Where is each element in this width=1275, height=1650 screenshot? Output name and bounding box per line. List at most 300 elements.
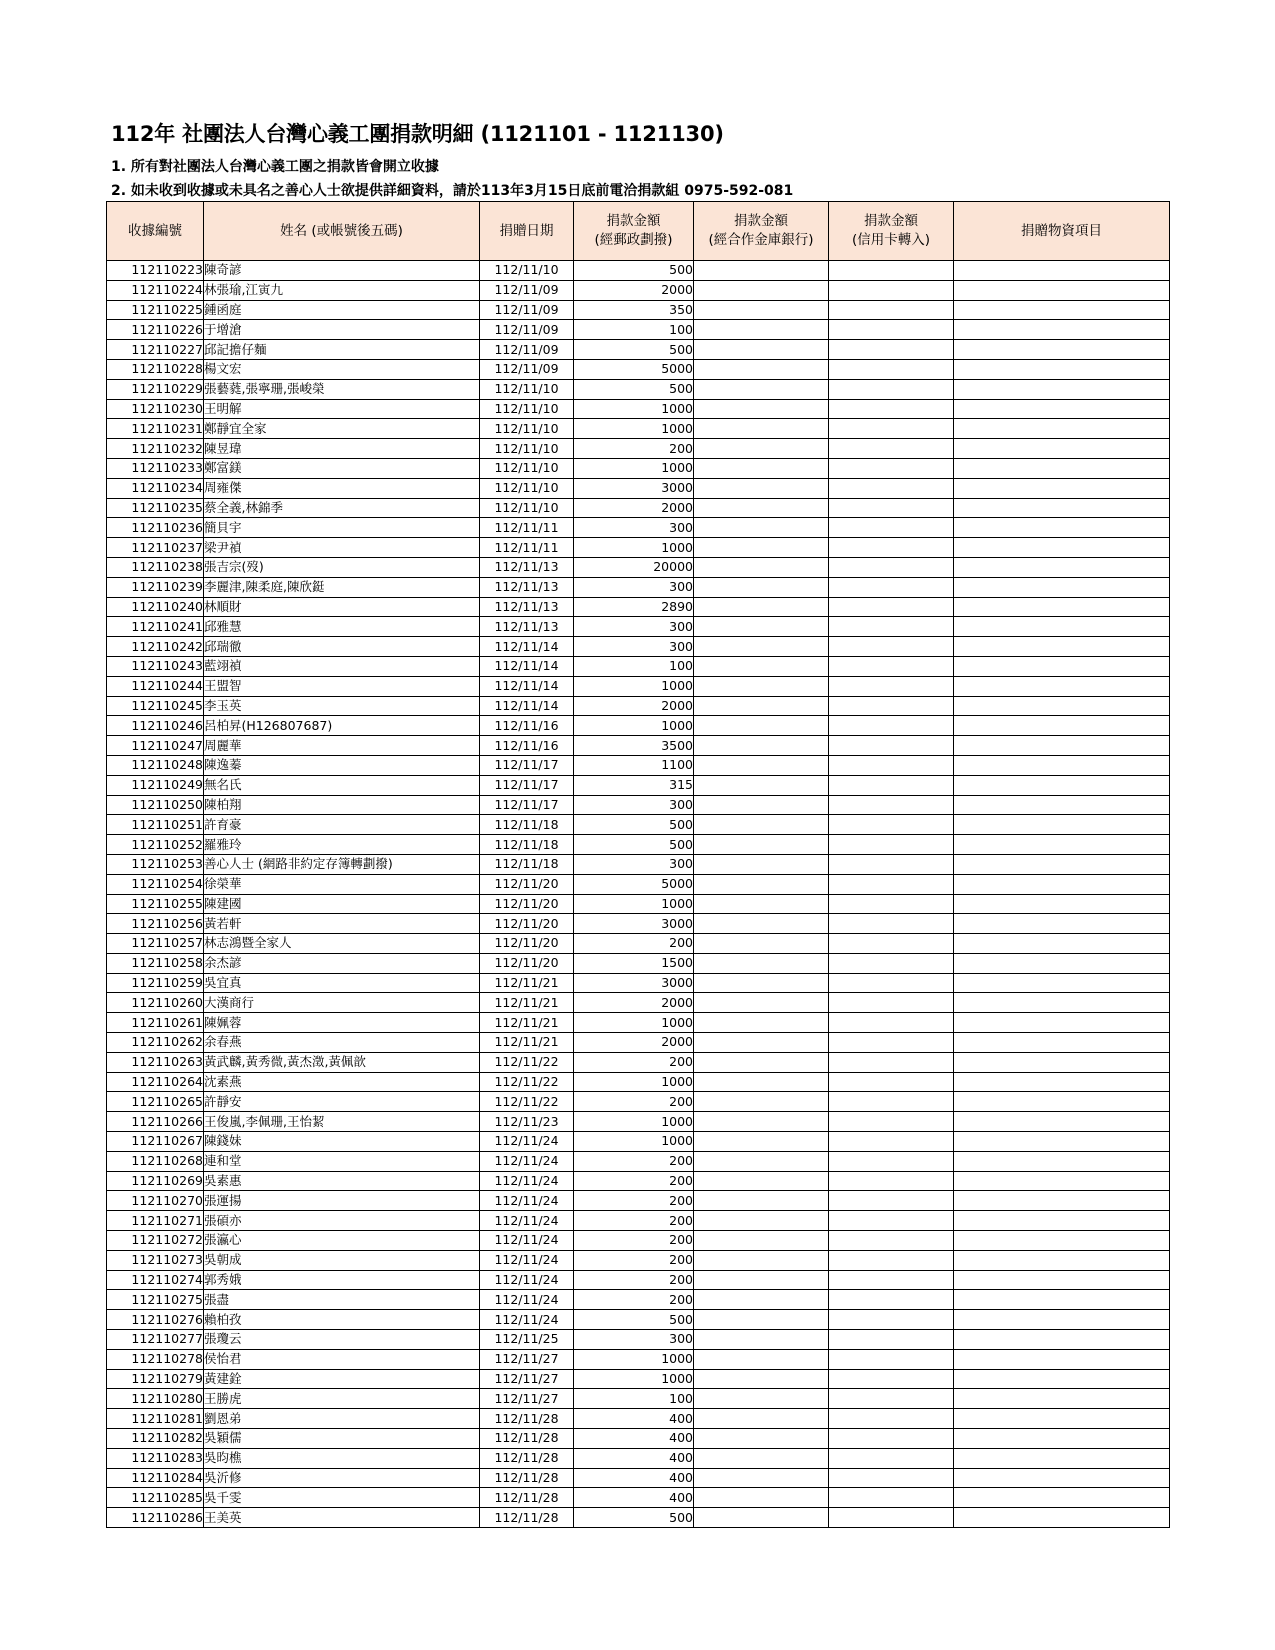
donation-date-cell: 112/11/25 <box>480 1330 574 1350</box>
amount-card-cell <box>829 914 954 934</box>
table-row <box>107 1132 1170 1152</box>
goods-cell <box>954 1013 1170 1033</box>
donor-name-cell: 張盡 <box>204 1290 480 1310</box>
amount-bank-cell <box>694 399 829 419</box>
receipt-no-cell: 112110236 <box>107 518 204 538</box>
amount-card-cell <box>829 1250 954 1270</box>
amount-bank-cell <box>694 320 829 340</box>
receipt-no-cell: 112110271 <box>107 1211 204 1231</box>
receipt-no-cell: 112110251 <box>107 815 204 835</box>
table-row <box>107 637 1170 657</box>
table-row <box>107 498 1170 518</box>
donor-name-cell: 吳素惠 <box>204 1171 480 1191</box>
amount-postal-cell: 500 <box>574 1508 694 1528</box>
amount-bank-cell <box>694 874 829 894</box>
donor-name-cell: 陳奇諺 <box>204 261 480 281</box>
amount-card-cell <box>829 656 954 676</box>
donation-date-cell: 112/11/13 <box>480 617 574 637</box>
amount-card-cell <box>829 1052 954 1072</box>
donation-date-cell: 112/11/21 <box>480 973 574 993</box>
table-row <box>107 1112 1170 1132</box>
amount-bank-cell <box>694 696 829 716</box>
amount-card-cell <box>829 1508 954 1528</box>
donation-date-cell: 112/11/28 <box>480 1468 574 1488</box>
donor-name-cell: 張運揚 <box>204 1191 480 1211</box>
receipt-no-cell: 112110285 <box>107 1488 204 1508</box>
amount-postal-cell: 200 <box>574 1231 694 1251</box>
amount-bank-cell <box>694 716 829 736</box>
donor-name-cell: 林順財 <box>204 597 480 617</box>
donor-name-cell: 周麗華 <box>204 736 480 756</box>
amount-card-cell <box>829 716 954 736</box>
donation-date-cell: 112/11/11 <box>480 538 574 558</box>
goods-cell <box>954 1231 1170 1251</box>
amount-card-cell <box>829 300 954 320</box>
receipt-no-cell: 112110253 <box>107 854 204 874</box>
donor-name-cell: 大漢商行 <box>204 993 480 1013</box>
donation-date-cell: 112/11/17 <box>480 775 574 795</box>
donation-date-cell: 112/11/20 <box>480 874 574 894</box>
table-row <box>107 518 1170 538</box>
donor-name-cell: 陳錢妹 <box>204 1132 480 1152</box>
goods-cell <box>954 1191 1170 1211</box>
goods-cell <box>954 1270 1170 1290</box>
table-row <box>107 399 1170 419</box>
donation-date-cell: 112/11/22 <box>480 1072 574 1092</box>
donor-name-cell: 梁尹禎 <box>204 538 480 558</box>
table-row <box>107 1151 1170 1171</box>
table-row <box>107 894 1170 914</box>
amount-card-cell <box>829 775 954 795</box>
table-row <box>107 835 1170 855</box>
donor-name-cell: 張碩亦 <box>204 1211 480 1231</box>
table-row <box>107 1270 1170 1290</box>
table-row <box>107 1191 1170 1211</box>
table-row <box>107 1330 1170 1350</box>
donor-name-cell: 陳逸蓁 <box>204 755 480 775</box>
donor-name-cell: 鄭富鎂 <box>204 458 480 478</box>
donor-name-cell: 李玉英 <box>204 696 480 716</box>
donor-name-cell: 王勝虎 <box>204 1389 480 1409</box>
amount-card-cell <box>829 458 954 478</box>
page-title: 112年 社團法人台灣心義工團捐款明細 (1121101 - 1121130) <box>111 122 724 146</box>
amount-card-cell <box>829 736 954 756</box>
amount-card-cell <box>829 359 954 379</box>
amount-bank-cell <box>694 1369 829 1389</box>
amount-card-cell <box>829 1488 954 1508</box>
goods-cell <box>954 1052 1170 1072</box>
amount-postal-cell: 3000 <box>574 478 694 498</box>
amount-postal-cell: 350 <box>574 300 694 320</box>
amount-bank-cell <box>694 1112 829 1132</box>
amount-postal-cell: 1000 <box>574 419 694 439</box>
amount-postal-cell: 20000 <box>574 557 694 577</box>
receipt-no-cell: 112110237 <box>107 538 204 558</box>
amount-postal-cell: 500 <box>574 261 694 281</box>
donor-name-cell: 王美英 <box>204 1508 480 1528</box>
amount-card-cell <box>829 1270 954 1290</box>
donor-name-cell: 邱瑞徹 <box>204 637 480 657</box>
amount-bank-cell <box>694 795 829 815</box>
header-amount-card: 捐款金額 (信用卡轉入) <box>829 202 954 261</box>
goods-cell <box>954 696 1170 716</box>
goods-cell <box>954 914 1170 934</box>
donation-date-cell: 112/11/09 <box>480 300 574 320</box>
receipt-no-cell: 112110245 <box>107 696 204 716</box>
donation-date-cell: 112/11/11 <box>480 518 574 538</box>
amount-postal-cell: 400 <box>574 1488 694 1508</box>
amount-card-cell <box>829 1468 954 1488</box>
amount-bank-cell <box>694 1409 829 1429</box>
amount-card-cell <box>829 755 954 775</box>
receipt-no-cell: 112110276 <box>107 1310 204 1330</box>
goods-cell <box>954 1508 1170 1528</box>
donation-date-cell: 112/11/09 <box>480 280 574 300</box>
table-row <box>107 755 1170 775</box>
donor-name-cell: 呂柏昇(H126807687) <box>204 716 480 736</box>
receipt-no-cell: 112110284 <box>107 1468 204 1488</box>
amount-card-cell <box>829 934 954 954</box>
amount-bank-cell <box>694 1013 829 1033</box>
donation-date-cell: 112/11/22 <box>480 1052 574 1072</box>
receipt-no-cell: 112110264 <box>107 1072 204 1092</box>
amount-postal-cell: 1000 <box>574 1349 694 1369</box>
amount-postal-cell: 500 <box>574 1310 694 1330</box>
donation-date-cell: 112/11/10 <box>480 498 574 518</box>
amount-card-cell <box>829 617 954 637</box>
donation-date-cell: 112/11/24 <box>480 1250 574 1270</box>
amount-card-cell <box>829 261 954 281</box>
amount-postal-cell: 200 <box>574 934 694 954</box>
header-goods: 捐贈物資項目 <box>954 202 1170 261</box>
amount-postal-cell: 200 <box>574 1290 694 1310</box>
receipt-no-cell: 112110230 <box>107 399 204 419</box>
donor-name-cell: 黃若軒 <box>204 914 480 934</box>
amount-bank-cell <box>694 518 829 538</box>
donation-date-cell: 112/11/09 <box>480 320 574 340</box>
donor-name-cell: 林張瑜,江寅九 <box>204 280 480 300</box>
donation-date-cell: 112/11/24 <box>480 1310 574 1330</box>
amount-postal-cell: 200 <box>574 1052 694 1072</box>
amount-postal-cell: 200 <box>574 1171 694 1191</box>
table-row <box>107 1013 1170 1033</box>
goods-cell <box>954 1369 1170 1389</box>
goods-cell <box>954 1033 1170 1053</box>
table-row <box>107 1508 1170 1528</box>
goods-cell <box>954 953 1170 973</box>
amount-bank-cell <box>694 1468 829 1488</box>
amount-bank-cell <box>694 498 829 518</box>
donor-name-cell: 黃建銓 <box>204 1369 480 1389</box>
donor-name-cell: 侯怡君 <box>204 1349 480 1369</box>
amount-postal-cell: 300 <box>574 637 694 657</box>
receipt-no-cell: 112110235 <box>107 498 204 518</box>
header-date: 捐贈日期 <box>480 202 574 261</box>
donor-name-cell: 吳昀樵 <box>204 1448 480 1468</box>
goods-cell <box>954 340 1170 360</box>
amount-postal-cell: 3500 <box>574 736 694 756</box>
amount-card-cell <box>829 696 954 716</box>
table-row <box>107 1290 1170 1310</box>
amount-postal-cell: 300 <box>574 854 694 874</box>
donation-date-cell: 112/11/24 <box>480 1171 574 1191</box>
receipt-no-cell: 112110258 <box>107 953 204 973</box>
goods-cell <box>954 617 1170 637</box>
amount-postal-cell: 300 <box>574 617 694 637</box>
amount-bank-cell <box>694 1488 829 1508</box>
donor-name-cell: 張吉宗(歿) <box>204 557 480 577</box>
goods-cell <box>954 755 1170 775</box>
amount-card-cell <box>829 1330 954 1350</box>
amount-bank-cell <box>694 1330 829 1350</box>
header-amount-postal: 捐款金額 (經郵政劃撥) <box>574 202 694 261</box>
table-row <box>107 1349 1170 1369</box>
amount-bank-cell <box>694 1389 829 1409</box>
donation-date-cell: 112/11/10 <box>480 419 574 439</box>
donor-name-cell: 藍翊禎 <box>204 656 480 676</box>
amount-card-cell <box>829 1072 954 1092</box>
receipt-no-cell: 112110232 <box>107 439 204 459</box>
amount-postal-cell: 3000 <box>574 973 694 993</box>
amount-bank-cell <box>694 1349 829 1369</box>
amount-card-cell <box>829 676 954 696</box>
receipt-no-cell: 112110280 <box>107 1389 204 1409</box>
receipt-no-cell: 112110246 <box>107 716 204 736</box>
receipt-no-cell: 112110266 <box>107 1112 204 1132</box>
amount-bank-cell <box>694 1092 829 1112</box>
goods-cell <box>954 894 1170 914</box>
amount-bank-cell <box>694 637 829 657</box>
amount-bank-cell <box>694 300 829 320</box>
receipt-no-cell: 112110257 <box>107 934 204 954</box>
amount-card-cell <box>829 1389 954 1409</box>
donor-name-cell: 吳朝成 <box>204 1250 480 1270</box>
donation-table <box>106 201 1170 1528</box>
amount-bank-cell <box>694 557 829 577</box>
amount-bank-cell <box>694 379 829 399</box>
table-row <box>107 656 1170 676</box>
table-row <box>107 1171 1170 1191</box>
goods-cell <box>954 993 1170 1013</box>
donation-date-cell: 112/11/24 <box>480 1231 574 1251</box>
amount-bank-cell <box>694 280 829 300</box>
goods-cell <box>954 874 1170 894</box>
donor-name-cell: 簡貝宇 <box>204 518 480 538</box>
goods-cell <box>954 1151 1170 1171</box>
amount-postal-cell: 1500 <box>574 953 694 973</box>
table-row <box>107 261 1170 281</box>
amount-postal-cell: 2890 <box>574 597 694 617</box>
amount-bank-cell <box>694 736 829 756</box>
donation-date-cell: 112/11/14 <box>480 696 574 716</box>
receipt-no-cell: 112110224 <box>107 280 204 300</box>
donation-date-cell: 112/11/10 <box>480 261 574 281</box>
amount-card-cell <box>829 1349 954 1369</box>
table-row <box>107 1488 1170 1508</box>
donation-date-cell: 112/11/28 <box>480 1488 574 1508</box>
header-name: 姓名 (或帳號後五碼) <box>204 202 480 261</box>
goods-cell <box>954 973 1170 993</box>
donation-date-cell: 112/11/18 <box>480 835 574 855</box>
table-row <box>107 617 1170 637</box>
goods-cell <box>954 676 1170 696</box>
receipt-no-cell: 112110249 <box>107 775 204 795</box>
donor-name-cell: 沈素燕 <box>204 1072 480 1092</box>
goods-cell <box>954 359 1170 379</box>
amount-bank-cell <box>694 1448 829 1468</box>
amount-card-cell <box>829 874 954 894</box>
goods-cell <box>954 795 1170 815</box>
donation-date-cell: 112/11/14 <box>480 656 574 676</box>
table-row <box>107 953 1170 973</box>
amount-bank-cell <box>694 1191 829 1211</box>
donor-name-cell: 邱記擔仔麵 <box>204 340 480 360</box>
donation-date-cell: 112/11/20 <box>480 914 574 934</box>
amount-postal-cell: 1000 <box>574 458 694 478</box>
amount-card-cell <box>829 538 954 558</box>
donor-name-cell: 吳穎儒 <box>204 1429 480 1449</box>
receipt-no-cell: 112110263 <box>107 1052 204 1072</box>
goods-cell <box>954 1092 1170 1112</box>
receipt-no-cell: 112110252 <box>107 835 204 855</box>
goods-cell <box>954 1389 1170 1409</box>
amount-card-cell <box>829 815 954 835</box>
amount-bank-cell <box>694 775 829 795</box>
goods-cell <box>954 1171 1170 1191</box>
table-row <box>107 538 1170 558</box>
goods-cell <box>954 835 1170 855</box>
amount-card-cell <box>829 577 954 597</box>
donation-date-cell: 112/11/17 <box>480 795 574 815</box>
amount-bank-cell <box>694 597 829 617</box>
amount-postal-cell: 100 <box>574 320 694 340</box>
amount-postal-cell: 5000 <box>574 359 694 379</box>
table-header-row <box>107 202 1170 261</box>
receipt-no-cell: 112110281 <box>107 1409 204 1429</box>
donor-name-cell: 陳柏翔 <box>204 795 480 815</box>
note-contact: 2. 如未收到收據或未具名之善心人士欲提供詳細資料，請於113年3月15日底前電洽捐款組 0975-592-081 <box>111 183 794 199</box>
receipt-no-cell: 112110273 <box>107 1250 204 1270</box>
amount-postal-cell: 1000 <box>574 1013 694 1033</box>
donor-name-cell: 張瓊云 <box>204 1330 480 1350</box>
donation-date-cell: 112/11/28 <box>480 1448 574 1468</box>
table-row <box>107 854 1170 874</box>
amount-card-cell <box>829 1429 954 1449</box>
receipt-no-cell: 112110256 <box>107 914 204 934</box>
table-row <box>107 1369 1170 1389</box>
donation-date-cell: 112/11/14 <box>480 676 574 696</box>
amount-card-cell <box>829 518 954 538</box>
amount-card-cell <box>829 379 954 399</box>
donation-date-cell: 112/11/27 <box>480 1369 574 1389</box>
amount-card-cell <box>829 419 954 439</box>
receipt-no-cell: 112110275 <box>107 1290 204 1310</box>
donation-date-cell: 112/11/16 <box>480 716 574 736</box>
table-row <box>107 716 1170 736</box>
table-row <box>107 795 1170 815</box>
donor-name-cell: 王明解 <box>204 399 480 419</box>
goods-cell <box>954 637 1170 657</box>
table-row <box>107 1468 1170 1488</box>
donor-name-cell: 吳沂修 <box>204 1468 480 1488</box>
donation-date-cell: 112/11/13 <box>480 597 574 617</box>
amount-card-cell <box>829 854 954 874</box>
amount-bank-cell <box>694 973 829 993</box>
donor-name-cell: 鄭靜宜全家 <box>204 419 480 439</box>
amount-bank-cell <box>694 1231 829 1251</box>
table-row <box>107 914 1170 934</box>
goods-cell <box>954 557 1170 577</box>
receipt-no-cell: 112110277 <box>107 1330 204 1350</box>
table-row <box>107 577 1170 597</box>
receipt-no-cell: 112110267 <box>107 1132 204 1152</box>
table-row <box>107 874 1170 894</box>
amount-postal-cell: 5000 <box>574 874 694 894</box>
amount-bank-cell <box>694 419 829 439</box>
goods-cell <box>954 419 1170 439</box>
amount-postal-cell: 2000 <box>574 1033 694 1053</box>
amount-postal-cell: 300 <box>574 518 694 538</box>
amount-bank-cell <box>694 1290 829 1310</box>
header-amount-bank: 捐款金額 (經合作金庫銀行) <box>694 202 829 261</box>
amount-postal-cell: 1000 <box>574 1132 694 1152</box>
amount-postal-cell: 200 <box>574 439 694 459</box>
goods-cell <box>954 458 1170 478</box>
amount-bank-cell <box>694 458 829 478</box>
amount-bank-cell <box>694 1132 829 1152</box>
table-row <box>107 736 1170 756</box>
amount-bank-cell <box>694 1033 829 1053</box>
donation-date-cell: 112/11/24 <box>480 1211 574 1231</box>
receipt-no-cell: 112110254 <box>107 874 204 894</box>
amount-postal-cell: 300 <box>574 795 694 815</box>
amount-card-cell <box>829 1231 954 1251</box>
goods-cell <box>954 478 1170 498</box>
amount-bank-cell <box>694 835 829 855</box>
goods-cell <box>954 854 1170 874</box>
amount-postal-cell: 1000 <box>574 1369 694 1389</box>
amount-bank-cell <box>694 577 829 597</box>
amount-postal-cell: 400 <box>574 1448 694 1468</box>
receipt-no-cell: 112110259 <box>107 973 204 993</box>
donor-name-cell: 周雍傑 <box>204 478 480 498</box>
goods-cell <box>954 518 1170 538</box>
goods-cell <box>954 1488 1170 1508</box>
donation-date-cell: 112/11/24 <box>480 1191 574 1211</box>
donation-date-cell: 112/11/14 <box>480 637 574 657</box>
donation-date-cell: 112/11/10 <box>480 458 574 478</box>
donor-name-cell: 賴柏孜 <box>204 1310 480 1330</box>
amount-card-cell <box>829 399 954 419</box>
amount-card-cell <box>829 795 954 815</box>
donor-name-cell: 張藝蕤,張寧珊,張峻榮 <box>204 379 480 399</box>
table-row <box>107 1231 1170 1251</box>
amount-postal-cell: 500 <box>574 379 694 399</box>
table-row <box>107 379 1170 399</box>
donor-name-cell: 徐榮華 <box>204 874 480 894</box>
amount-postal-cell: 500 <box>574 835 694 855</box>
receipt-no-cell: 112110286 <box>107 1508 204 1528</box>
donation-date-cell: 112/11/28 <box>480 1429 574 1449</box>
table-row <box>107 280 1170 300</box>
amount-postal-cell: 100 <box>574 656 694 676</box>
amount-bank-cell <box>694 1270 829 1290</box>
donor-name-cell: 鍾函庭 <box>204 300 480 320</box>
amount-card-cell <box>829 1092 954 1112</box>
receipt-no-cell: 112110223 <box>107 261 204 281</box>
donation-date-cell: 112/11/13 <box>480 577 574 597</box>
amount-card-cell <box>829 1310 954 1330</box>
